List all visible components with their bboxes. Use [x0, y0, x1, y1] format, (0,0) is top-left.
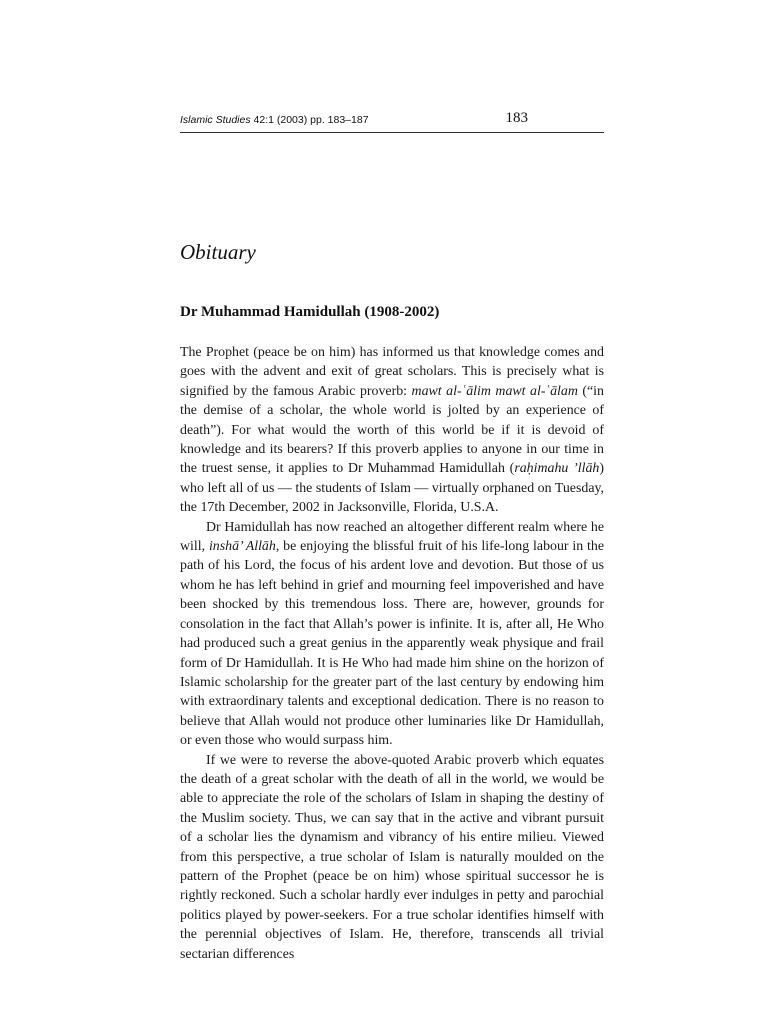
arabic-phrase: inshā’ Allāh — [208, 539, 276, 555]
journal-name: Islamic Studies — [180, 114, 251, 126]
running-header — [180, 110, 604, 133]
paragraph-1-text-a: The Prophet (peace be on him) has informed us that knowledge comes and goes with the advent and exit of great scholars. This is precisely what is signified by the famous Arabic proverb: — [180, 345, 604, 399]
paragraph-1 — [180, 343, 604, 518]
paragraph-3 — [180, 751, 604, 964]
article-title: Dr Muhammad Hamidullah (1908-2002) — [180, 304, 440, 320]
arabic-proverb: mawt al-ʿālim mawt al-ʿālam — [411, 383, 578, 399]
paragraph-2-text-a: Dr Hamidullah has now reached an altogether different realm where he will, — [180, 519, 604, 555]
paragraph-2-text-c: , be enjoying the blissful fruit of his life-long labour in the path of his Lord, the focus of his ardent love and devotion. But those of us whom he has left behind in grief and mourning feel impoverished and have been shocked by this tremendous loss. There are, however, grounds for consolation in the fact that Allah’s power is infinite. It is, after all, He Who had produced such a great genius in the apparently weak physique and frail form of Dr Hamidullah. It is He Who had made him shine on the horizon of Islamic scholarship for the greater part of the last century by endowing him with extraordinary talents and exceptional dedication. There is no reason to believe that Allah would not produce other luminaries like Dr Hamidullah, or even those who would surpass him. — [180, 539, 604, 749]
section-title: Obituary — [180, 240, 256, 264]
paragraph-2 — [180, 518, 604, 751]
article-body — [180, 343, 604, 964]
journal-citation — [180, 114, 369, 126]
paragraph-3-text: If we were to reverse the above-quoted Arabic proverb which equates the death of a great scholar with the death of all in the world, we would be able to appreciate the role of the scholars of Islam in shaping the destiny of the Muslim society. Thus, we can say that in the active and vibrant pursuit of a scholar lies the dynamism and vibrancy of his entire milieu. Viewed from this perspective, a true scholar of Islam is naturally moulded on the pattern of the Prophet (peace be on him) whose spiritual successor he is rightly reckoned. Such a scholar hardly ever indulges in petty and parochial politics played by power-seekers. For a true scholar identifies himself with the perennial objectives of Islam. He, therefore, transcends all trivial sectarian differences — [180, 752, 604, 962]
paragraph-1-text-e: ) who left all of us — the students of Islam — virtually orphaned on Tuesday, the 17th December, 2002 in Jacksonville, Florida, U.S.A. — [180, 461, 604, 516]
citation-details: 42:1 (2003) pp. 183–187 — [250, 114, 369, 126]
paragraph-1-text-c: (“in the demise of a scholar, the whole world is jolted by an experience of death”). For what would the worth of this world be if it is devoid of knowledge and its bearers? If this proverb applies to anyone in our time in the truest sense, it applies to Dr Muhammad Hamidullah ( — [180, 383, 604, 477]
arabic-blessing: raḥimahu ’llāh — [514, 461, 600, 477]
page-number: 183 — [505, 110, 528, 126]
